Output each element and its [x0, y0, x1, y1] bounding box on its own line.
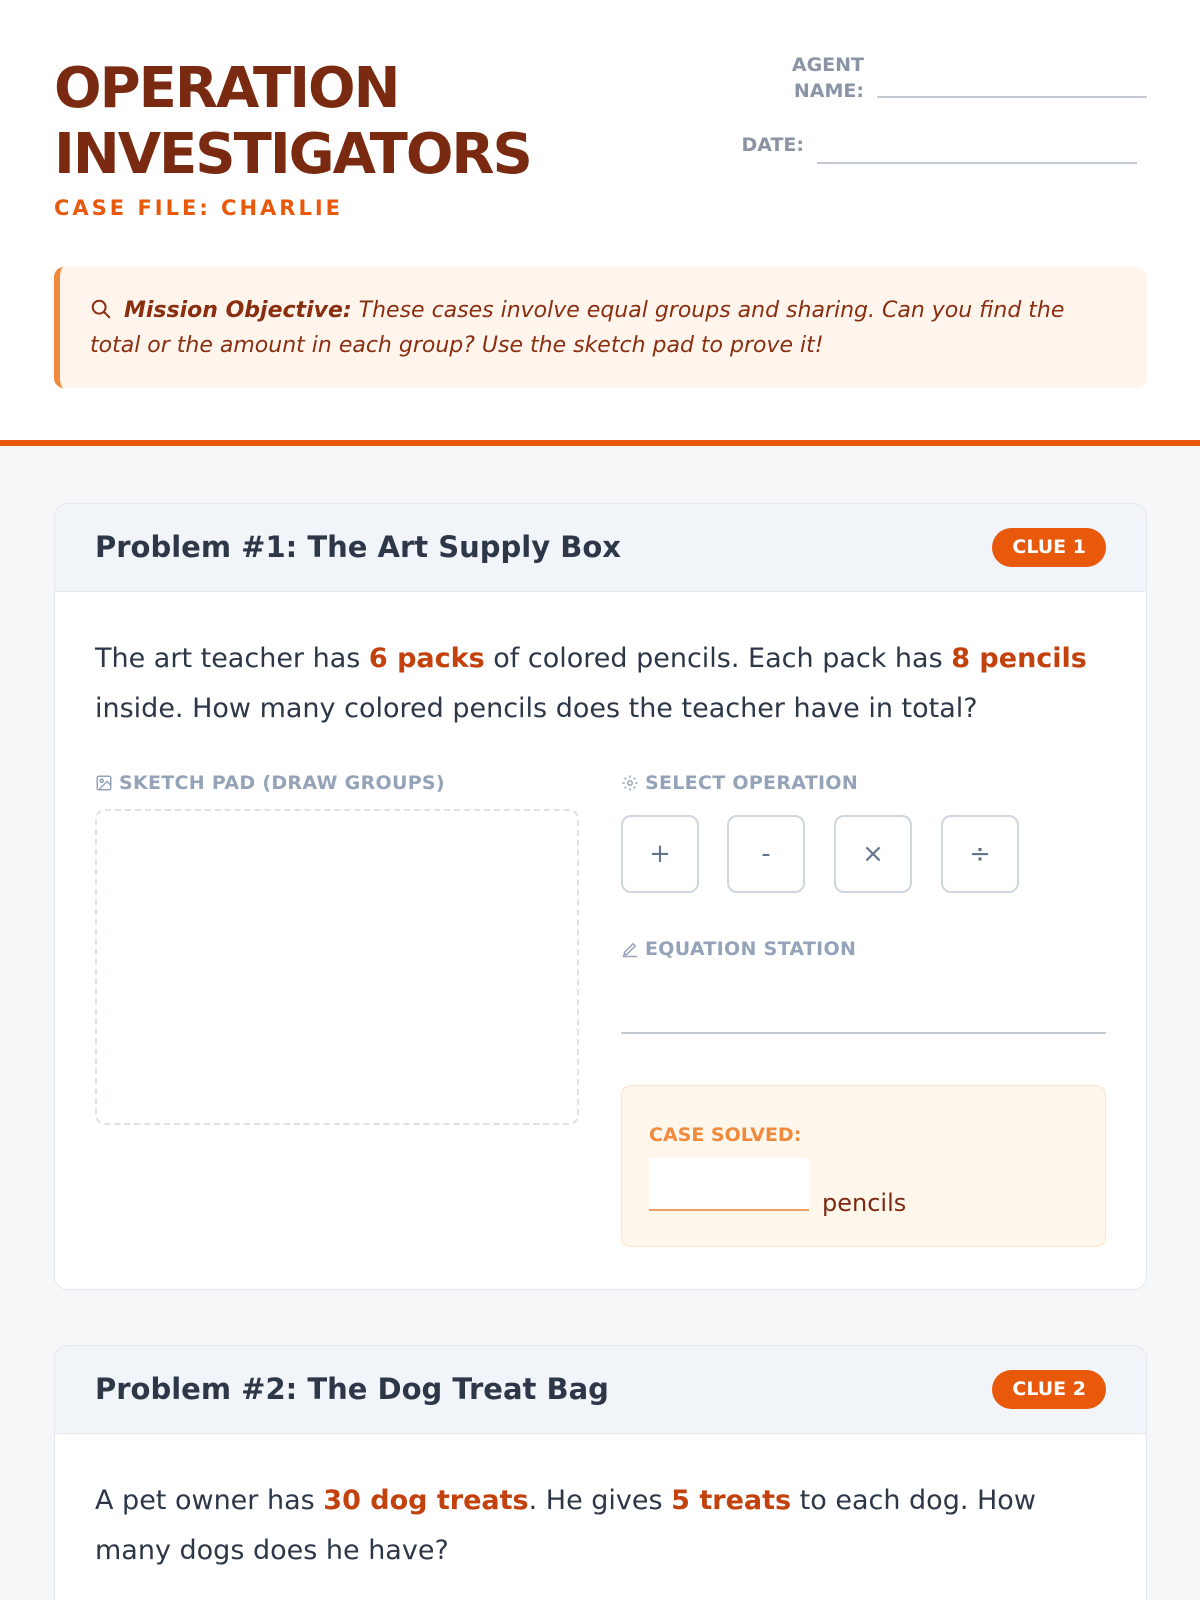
mission-label: Mission Objective: — [124, 298, 352, 323]
agent-name-field[interactable] — [877, 96, 1147, 98]
problem-title: Problem #1: The Art Supply Box — [95, 530, 621, 564]
problem-header — [55, 1346, 1146, 1434]
text-part: to each dog. How many dogs does he have? — [95, 1485, 1036, 1566]
agent-label-line-2: NAME: — [793, 80, 864, 102]
highlight-quantity: 5 treats — [671, 1485, 792, 1516]
sketch-pad-label — [95, 772, 445, 794]
date-label: DATE: — [741, 134, 804, 156]
sketch-pad-label-text: SKETCH PAD (DRAW GROUPS) — [119, 772, 445, 794]
equation-station-label — [621, 938, 856, 960]
problem-title: Problem #2: The Dog Treat Bag — [95, 1372, 609, 1406]
image-icon — [95, 774, 113, 792]
text-part: The art teacher has — [95, 643, 369, 674]
magnifying-glass-icon — [90, 298, 112, 320]
clue-badge: CLUE 2 — [992, 1370, 1106, 1409]
problem-text — [95, 634, 1105, 734]
text-part: A pet owner has — [95, 1485, 324, 1516]
equation-field[interactable] — [621, 1032, 1106, 1034]
highlight-quantity: 8 pencils — [951, 643, 1087, 674]
gear-icon — [621, 774, 639, 792]
clue-badge: CLUE 1 — [992, 528, 1106, 567]
problem-card-2 — [54, 1345, 1147, 1600]
multiply-button[interactable]: × — [834, 815, 912, 893]
worksheet-header — [0, 0, 1200, 446]
case-file-subtitle: CASE FILE: CHARLIE — [54, 196, 343, 220]
minus-button[interactable]: - — [727, 815, 805, 893]
agent-label-line-1: AGENT — [791, 54, 864, 76]
mission-objective-box — [54, 267, 1147, 388]
page-title — [54, 56, 531, 188]
problem-card-1 — [54, 503, 1147, 1290]
problem-header — [55, 504, 1146, 592]
mission-text: These cases involve equal groups and sharing. Can you find the total or the amount in each group? Use the sketch pad to prove it! — [90, 298, 1065, 358]
case-solved-label: CASE SOLVED: — [649, 1124, 802, 1146]
text-part: . He gives — [528, 1485, 672, 1516]
text-part: inside. How many colored pencils does the teacher have in total? — [95, 693, 978, 724]
pencil-icon — [621, 940, 639, 958]
divide-button[interactable]: ÷ — [941, 815, 1019, 893]
sketch-pad[interactable] — [95, 809, 579, 1125]
text-part: of colored pencils. Each pack has — [484, 643, 952, 674]
case-solved-box — [621, 1085, 1106, 1247]
select-operation-label-text: SELECT OPERATION — [645, 772, 859, 794]
highlight-quantity: 6 packs — [368, 643, 485, 674]
title-line-1: OPERATION — [54, 56, 399, 121]
answer-unit: pencils — [822, 1189, 907, 1217]
problem-text — [95, 1476, 1075, 1576]
title-line-2: INVESTIGATORS — [54, 122, 531, 187]
answer-input[interactable] — [649, 1158, 809, 1211]
plus-button[interactable]: + — [621, 815, 699, 893]
agent-name-label — [760, 52, 864, 104]
highlight-quantity: 30 dog treats — [323, 1485, 529, 1516]
select-operation-label — [621, 772, 858, 794]
date-field[interactable] — [817, 162, 1137, 164]
equation-station-label-text: EQUATION STATION — [645, 938, 857, 960]
